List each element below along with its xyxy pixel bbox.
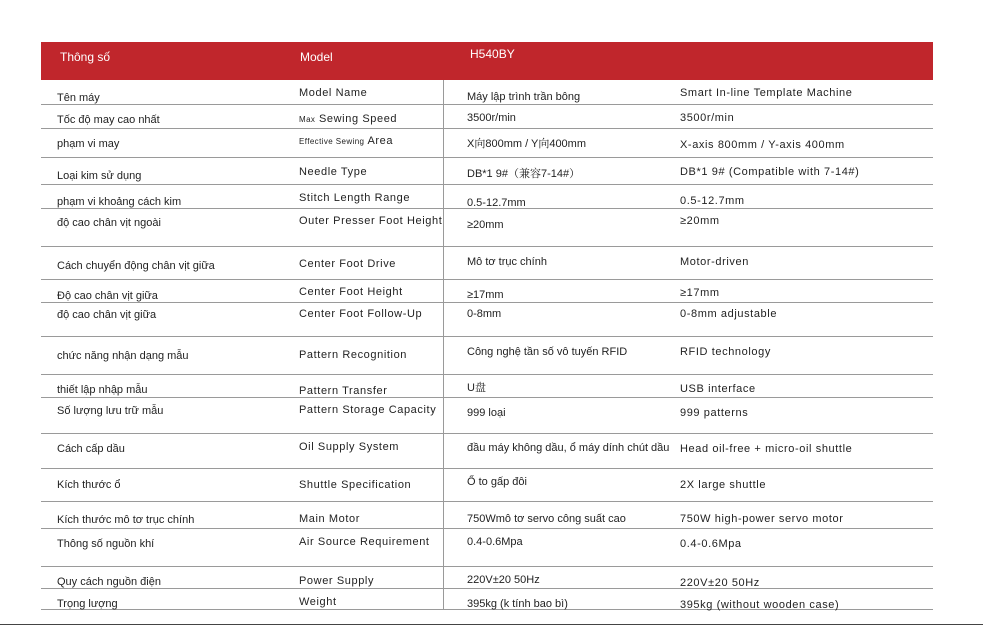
- spec-value-local: X向800mm / Y向400mm: [467, 138, 587, 150]
- table-row: [41, 337, 933, 375]
- spec-name-en-text: Pattern Recognition: [299, 349, 408, 361]
- spec-name-en-text: Oil Supply System: [299, 441, 400, 453]
- spec-name-en-prefix: Max: [299, 115, 316, 124]
- page-bottom-rule: [0, 624, 983, 625]
- spec-value-en: 395kg (without wooden case): [680, 599, 840, 611]
- spec-name-vi: phạm vi khoảng cách kim: [57, 196, 182, 208]
- table-row: [41, 303, 933, 337]
- spec-value-en: 750W high-power servo motor: [680, 513, 844, 525]
- spec-name-en-text: Air Source Requirement: [299, 536, 430, 548]
- spec-name-en: [299, 306, 449, 322]
- spec-name-vi: Tốc độ may cao nhất: [57, 114, 160, 126]
- table-row: [41, 247, 933, 280]
- spec-value-local: Ổ to gấp đôi: [467, 476, 527, 488]
- spec-value-local: 220V±20 50Hz: [467, 574, 540, 586]
- spec-value-en: Smart In-line Template Machine: [680, 87, 853, 99]
- spec-name-en-text: Center Foot Follow-Up: [299, 308, 423, 320]
- spec-name-vi: Cách chuyển động chân vịt giữa: [57, 260, 215, 272]
- spec-name-en-prefix: Effective Sewing: [299, 137, 365, 146]
- table-row: [41, 158, 933, 185]
- spec-name-en: [299, 573, 449, 589]
- spec-name-en: [299, 213, 449, 229]
- spec-name-en-text: Area: [367, 135, 394, 147]
- spec-name-en: [299, 164, 449, 180]
- table-row: [41, 589, 933, 610]
- header-model-label: Model: [300, 50, 333, 64]
- spec-name-vi: Loại kim sử dụng: [57, 170, 142, 182]
- spec-value-en: USB interface: [680, 383, 756, 395]
- spec-value-local: 395kg (k tính bao bì): [467, 598, 568, 610]
- spec-name-en-text: Weight: [299, 596, 337, 608]
- spec-name-en: [299, 594, 449, 610]
- spec-value-local: 3500r/min: [467, 112, 516, 124]
- table-row: [41, 80, 933, 105]
- spec-name-en-text: Stitch Length Range: [299, 192, 411, 204]
- spec-name-en: [299, 511, 449, 527]
- spec-name-en-text: Pattern Storage Capacity: [299, 404, 437, 416]
- spec-name-en-text: Needle Type: [299, 166, 368, 178]
- spec-value-en: X-axis 800mm / Y-axis 400mm: [680, 139, 845, 151]
- spec-value-en: 999 patterns: [680, 407, 749, 419]
- spec-name-en: [299, 111, 449, 128]
- spec-name-vi: Độ cao chân vịt giữa: [57, 290, 158, 302]
- table-row: [41, 375, 933, 398]
- spec-value-en: 0-8mm adjustable: [680, 308, 778, 320]
- spec-name-en: [299, 534, 449, 550]
- spec-value-local: Công nghệ tần số vô tuyến RFID: [467, 346, 628, 358]
- spec-value-local: 0.4-0.6Mpa: [467, 536, 523, 548]
- spec-name-en: [299, 477, 449, 493]
- spec-name-vi: Cách cấp dầu: [57, 443, 125, 455]
- table-row: [41, 567, 933, 589]
- spec-name-vi: Số lượng lưu trữ mẫu: [57, 405, 164, 417]
- spec-value-local: ≥20mm: [467, 219, 504, 231]
- spec-value-en: Head oil-free + micro-oil shuttle: [680, 443, 853, 455]
- table-row: [41, 280, 933, 303]
- spec-value-en: ≥20mm: [680, 215, 720, 227]
- spec-name-vi: thiết lập nhập mẫu: [57, 384, 148, 396]
- table-row: [41, 529, 933, 567]
- spec-name-en: [299, 383, 449, 399]
- table-row: [41, 105, 933, 129]
- spec-value-en: Motor-driven: [680, 256, 749, 268]
- header-model-code: H540BY: [470, 47, 515, 61]
- spec-name-en-text: Center Foot Height: [299, 286, 403, 298]
- spec-value-local: 999 loại: [467, 407, 506, 419]
- spec-name-en: [299, 85, 449, 101]
- spec-name-en-text: Main Motor: [299, 513, 361, 525]
- spec-table: [41, 42, 933, 610]
- spec-name-en-text: Center Foot Drive: [299, 258, 397, 270]
- spec-name-en: [299, 439, 449, 455]
- spec-value-local: U盘: [467, 382, 486, 394]
- header-spec-label: Thông số: [60, 50, 111, 64]
- table-row: [41, 434, 933, 469]
- table-row: [41, 502, 933, 529]
- spec-name-en: [299, 133, 449, 150]
- spec-value-en: 0.5-12.7mm: [680, 195, 745, 207]
- table-row: [41, 209, 933, 247]
- spec-name-en: [299, 256, 449, 272]
- table-body: [41, 80, 933, 610]
- spec-value-en: 220V±20 50Hz: [680, 577, 760, 589]
- spec-name-vi: Kích thước mô tơ trục chính: [57, 514, 195, 526]
- spec-name-vi: Thông số nguồn khí: [57, 538, 155, 550]
- spec-name-vi: phạm vi may: [57, 138, 120, 150]
- spec-value-local: Máy lập trình trần bông: [467, 91, 581, 103]
- spec-name-en-text: Power Supply: [299, 575, 375, 587]
- spec-name-vi: Trọng lượng: [57, 598, 118, 610]
- table-header: [41, 42, 933, 80]
- table-row: [41, 398, 933, 434]
- spec-name-en-text: Outer Presser Foot Height: [299, 215, 443, 227]
- spec-name-en: [299, 190, 449, 206]
- spec-value-local: 0-8mm: [467, 308, 502, 320]
- spec-name-en-text: Sewing Speed: [318, 113, 398, 125]
- spec-name-vi: Kích thước ổ: [57, 479, 121, 491]
- spec-name-vi: chức năng nhận dạng mẫu: [57, 350, 189, 362]
- table-row: [41, 469, 933, 502]
- table-row: [41, 129, 933, 158]
- spec-value-en: 3500r/min: [680, 112, 735, 124]
- spec-value-en: 0.4-0.6Mpa: [680, 538, 742, 550]
- spec-value-local: 750Wmô tơ servo công suất cao: [467, 513, 626, 525]
- spec-value-local: Mô tơ trục chính: [467, 256, 547, 268]
- spec-name-en: [299, 347, 449, 363]
- spec-name-vi: độ cao chân vịt giữa: [57, 309, 157, 321]
- spec-name-en-text: Pattern Transfer: [299, 385, 388, 397]
- spec-name-en: [299, 284, 449, 300]
- spec-value-en: RFID technology: [680, 346, 771, 358]
- spec-name-vi: Quy cách nguồn điện: [57, 576, 161, 588]
- spec-value-en: DB*1 9# (Compatible with 7-14#): [680, 166, 860, 178]
- spec-name-en: [299, 402, 449, 418]
- spec-value-local: ≥17mm: [467, 289, 504, 301]
- spec-name-vi: Tên máy: [57, 92, 100, 104]
- spec-value-en: ≥17mm: [680, 287, 720, 299]
- spec-value-local: 0.5-12.7mm: [467, 197, 526, 209]
- spec-value-local: DB*1 9#（兼容7-14#）: [467, 168, 581, 180]
- spec-name-en-text: Shuttle Specification: [299, 479, 412, 491]
- table-row: [41, 185, 933, 209]
- spec-name-en-text: Model Name: [299, 87, 368, 99]
- spec-name-vi: độ cao chân vịt ngoài: [57, 217, 161, 229]
- spec-value-local: đầu máy không dầu, ổ máy dính chút dầu: [467, 442, 670, 454]
- spec-value-en: 2X large shuttle: [680, 479, 767, 491]
